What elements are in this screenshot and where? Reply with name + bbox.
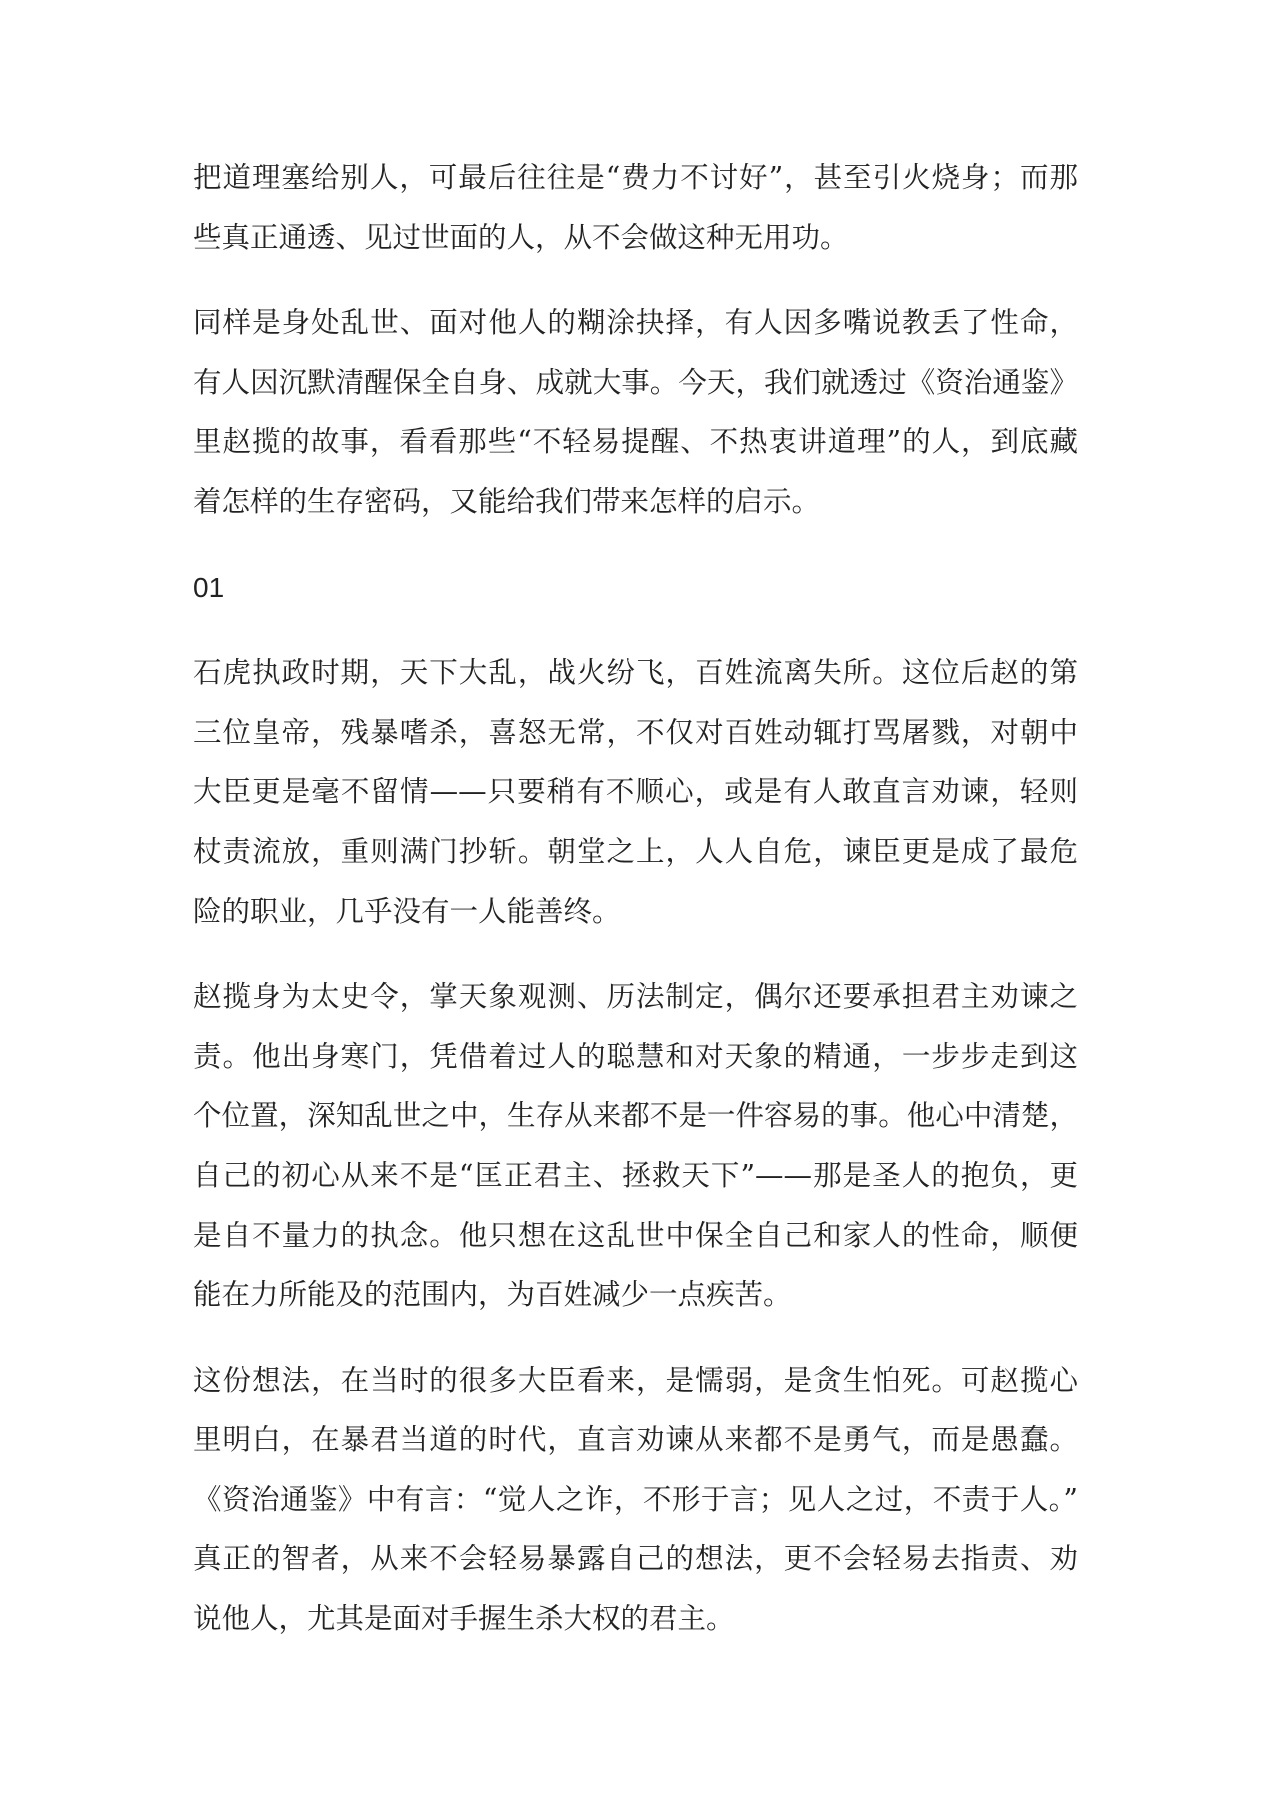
text-line: 险的职业，几乎没有一人能善终。 bbox=[193, 894, 621, 928]
text-line: 赵揽身为太史令，掌天象观测、历法制定，偶尔还要承担君主劝谏之 bbox=[193, 980, 1078, 1014]
text-line: 三位皇帝，残暴嗜杀，喜怒无常，不仅对百姓动辄打骂屠戮，对朝中 bbox=[193, 715, 1078, 749]
paragraph bbox=[193, 1351, 1078, 1649]
text-line: 说他人，尤其是面对手握生杀大权的君主。 bbox=[193, 1602, 735, 1636]
section-number: 01 bbox=[193, 571, 225, 603]
text-line: 个位置，深知乱世之中，生存从来都不是一件容易的事。他心中清楚， bbox=[193, 1099, 1078, 1133]
text-line: 真正的智者，从来不会轻易暴露自己的想法，更不会轻易去指责、劝 bbox=[193, 1542, 1078, 1576]
paragraph bbox=[193, 148, 1078, 267]
text-line: 同样是身处乱世、面对他人的糊涂抉择，有人因多嘴说教丢了性命， bbox=[193, 306, 1078, 340]
text-line: 着怎样的生存密码，又能给我们带来怎样的启示。 bbox=[193, 484, 821, 518]
text-line: 这份想法，在当时的很多大臣看来，是懦弱，是贪生怕死。可赵揽心 bbox=[193, 1363, 1078, 1397]
text-line: 把道理塞给别人，可最后往往是“费力不讨好”，甚至引火烧身；而那 bbox=[193, 161, 1078, 194]
text-line: 自己的初心从来不是“匡正君主、拯救天下”——那是圣人的抱负，更 bbox=[193, 1158, 1078, 1192]
text-line: 有人因沉默清醒保全自身、成就大事。今天，我们就透过《资治通鉴》 bbox=[193, 365, 1078, 399]
text-line: 石虎执政时期，天下大乱，战火纷飞，百姓流离失所。这位后赵的第 bbox=[193, 656, 1078, 690]
paragraph bbox=[193, 967, 1078, 1325]
article-body bbox=[193, 148, 1078, 1675]
paragraph bbox=[193, 293, 1078, 531]
text-line: 是自不量力的执念。他只想在这乱世中保全自己和家人的性命，顺便 bbox=[193, 1218, 1078, 1252]
text-line: 里赵揽的故事，看看那些“不轻易提醒、不热衷讲道理”的人，到底藏 bbox=[193, 425, 1078, 459]
text-line: 大臣更是毫不留情——只要稍有不顺心，或是有人敢直言劝谏，轻则 bbox=[193, 775, 1078, 809]
text-line: 能在力所能及的范围内，为百姓减少一点疾苦。 bbox=[193, 1278, 792, 1312]
text-line: 《资治通鉴》中有言：“觉人之诈，不形于言；见人之过，不责于人。” bbox=[193, 1482, 1078, 1516]
paragraph bbox=[193, 643, 1078, 941]
text-line: 杖责流放，重则满门抄斩。朝堂之上，人人自危，谏臣更是成了最危 bbox=[193, 834, 1078, 868]
text-line: 里明白，在暴君当道的时代，直言劝谏从来都不是勇气，而是愚蠢。 bbox=[193, 1423, 1078, 1457]
text-line: 些真正通透、见过世面的人，从不会做这种无用功。 bbox=[193, 220, 849, 254]
text-line: 责。他出身寒门，凭借着过人的聪慧和对天象的精通，一步步走到这 bbox=[193, 1039, 1078, 1073]
